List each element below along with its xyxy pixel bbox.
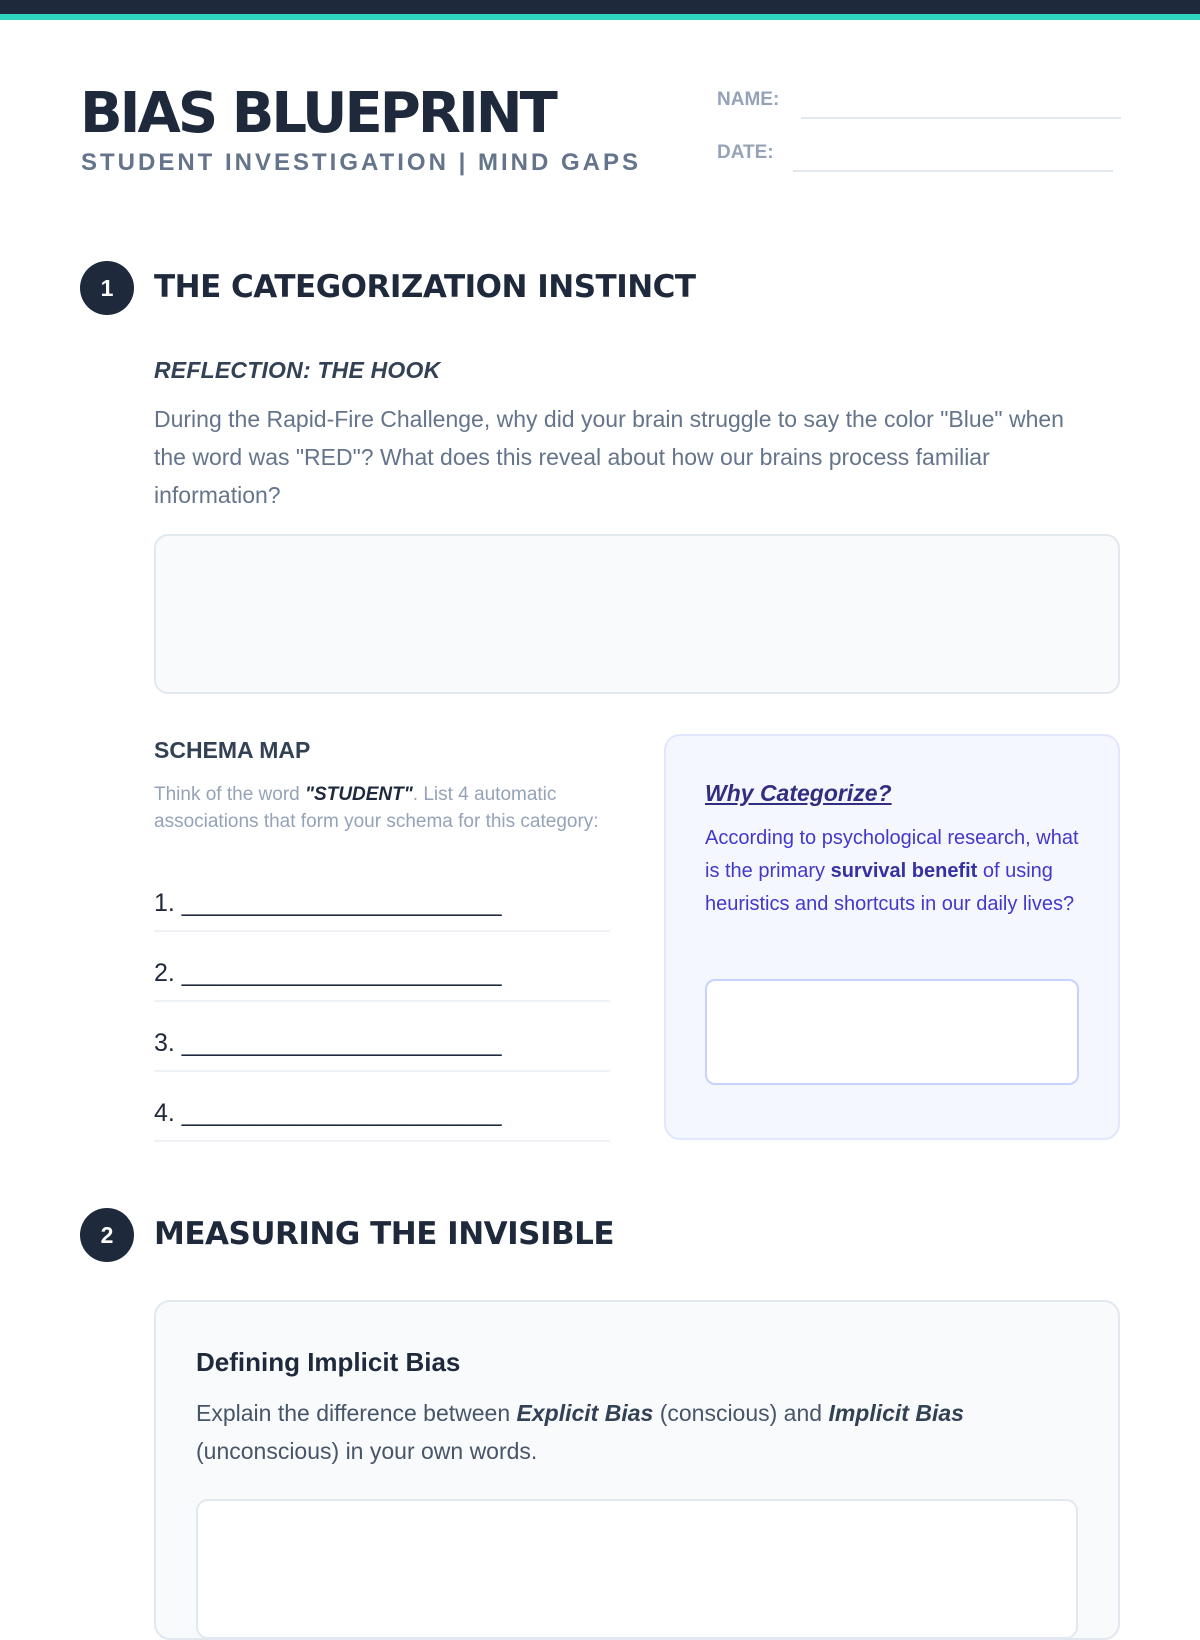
page-subtitle: STUDENT INVESTIGATION | MIND GAPS xyxy=(81,149,641,176)
def-text-3: (unconscious) in your own words. xyxy=(196,1438,538,1464)
top-accent-stripe xyxy=(0,14,1200,20)
section-2-title: MEASURING THE INVISIBLE xyxy=(154,1216,615,1252)
schema-item-label: 2. _______________________ xyxy=(154,959,502,987)
schema-item-1[interactable] xyxy=(154,868,610,932)
why-categorize-question xyxy=(705,822,1085,921)
why-categorize-title: Why Categorize? xyxy=(705,780,892,806)
why-text-pre: According to psychological research, what is the primary xyxy=(705,827,1079,882)
schema-instruction-post: . List 4 automatic associations that form your schema for this category: xyxy=(154,784,599,832)
why-categorize-answer-box[interactable] xyxy=(705,979,1079,1085)
schema-item-3[interactable] xyxy=(154,1008,610,1072)
hook-label: REFLECTION: THE HOOK xyxy=(154,357,441,383)
section-2-badge: 2 xyxy=(80,1208,134,1262)
schema-instruction-word: "STUDENT" xyxy=(305,784,413,805)
schema-item-label: 1. _______________________ xyxy=(154,889,502,917)
name-label: NAME: xyxy=(717,89,780,110)
schema-instruction xyxy=(154,781,624,835)
hook-question: During the Rapid-Fire Challenge, why did your brain struggle to say the color "Blue" when the word was "RED"? What does this reveal about how our brains process familiar information? xyxy=(154,406,1064,508)
def-text-2: (conscious) and xyxy=(653,1400,829,1426)
why-text-post: of using heuristics and shortcuts in our daily lives? xyxy=(705,860,1075,915)
schema-item-label: 3. _______________________ xyxy=(154,1029,502,1057)
explicit-bias-term: Explicit Bias xyxy=(516,1400,654,1426)
schema-instruction-pre: Think of the word xyxy=(154,784,306,805)
schema-map-label: SCHEMA MAP xyxy=(154,737,311,763)
implicit-bias-term: Implicit Bias xyxy=(828,1400,964,1426)
top-bar xyxy=(0,0,1200,14)
schema-item-4[interactable] xyxy=(154,1078,610,1142)
hook-answer-box[interactable] xyxy=(154,534,1120,694)
page-title: BIAS BLUEPRINT xyxy=(80,81,555,146)
name-field[interactable] xyxy=(801,117,1121,119)
schema-item-label: 4. _______________________ xyxy=(154,1099,502,1127)
date-field[interactable] xyxy=(793,170,1113,172)
def-text-1: Explain the difference between xyxy=(196,1400,517,1426)
section-1-badge: 1 xyxy=(80,261,134,315)
why-text-bold: survival benefit xyxy=(830,860,978,882)
schema-item-2[interactable] xyxy=(154,938,610,1002)
implicit-bias-question xyxy=(196,1394,1096,1470)
date-label: DATE: xyxy=(717,142,774,163)
section-1-title: THE CATEGORIZATION INSTINCT xyxy=(154,269,696,305)
implicit-bias-answer-box[interactable] xyxy=(196,1499,1078,1639)
implicit-bias-title: Defining Implicit Bias xyxy=(196,1347,461,1377)
